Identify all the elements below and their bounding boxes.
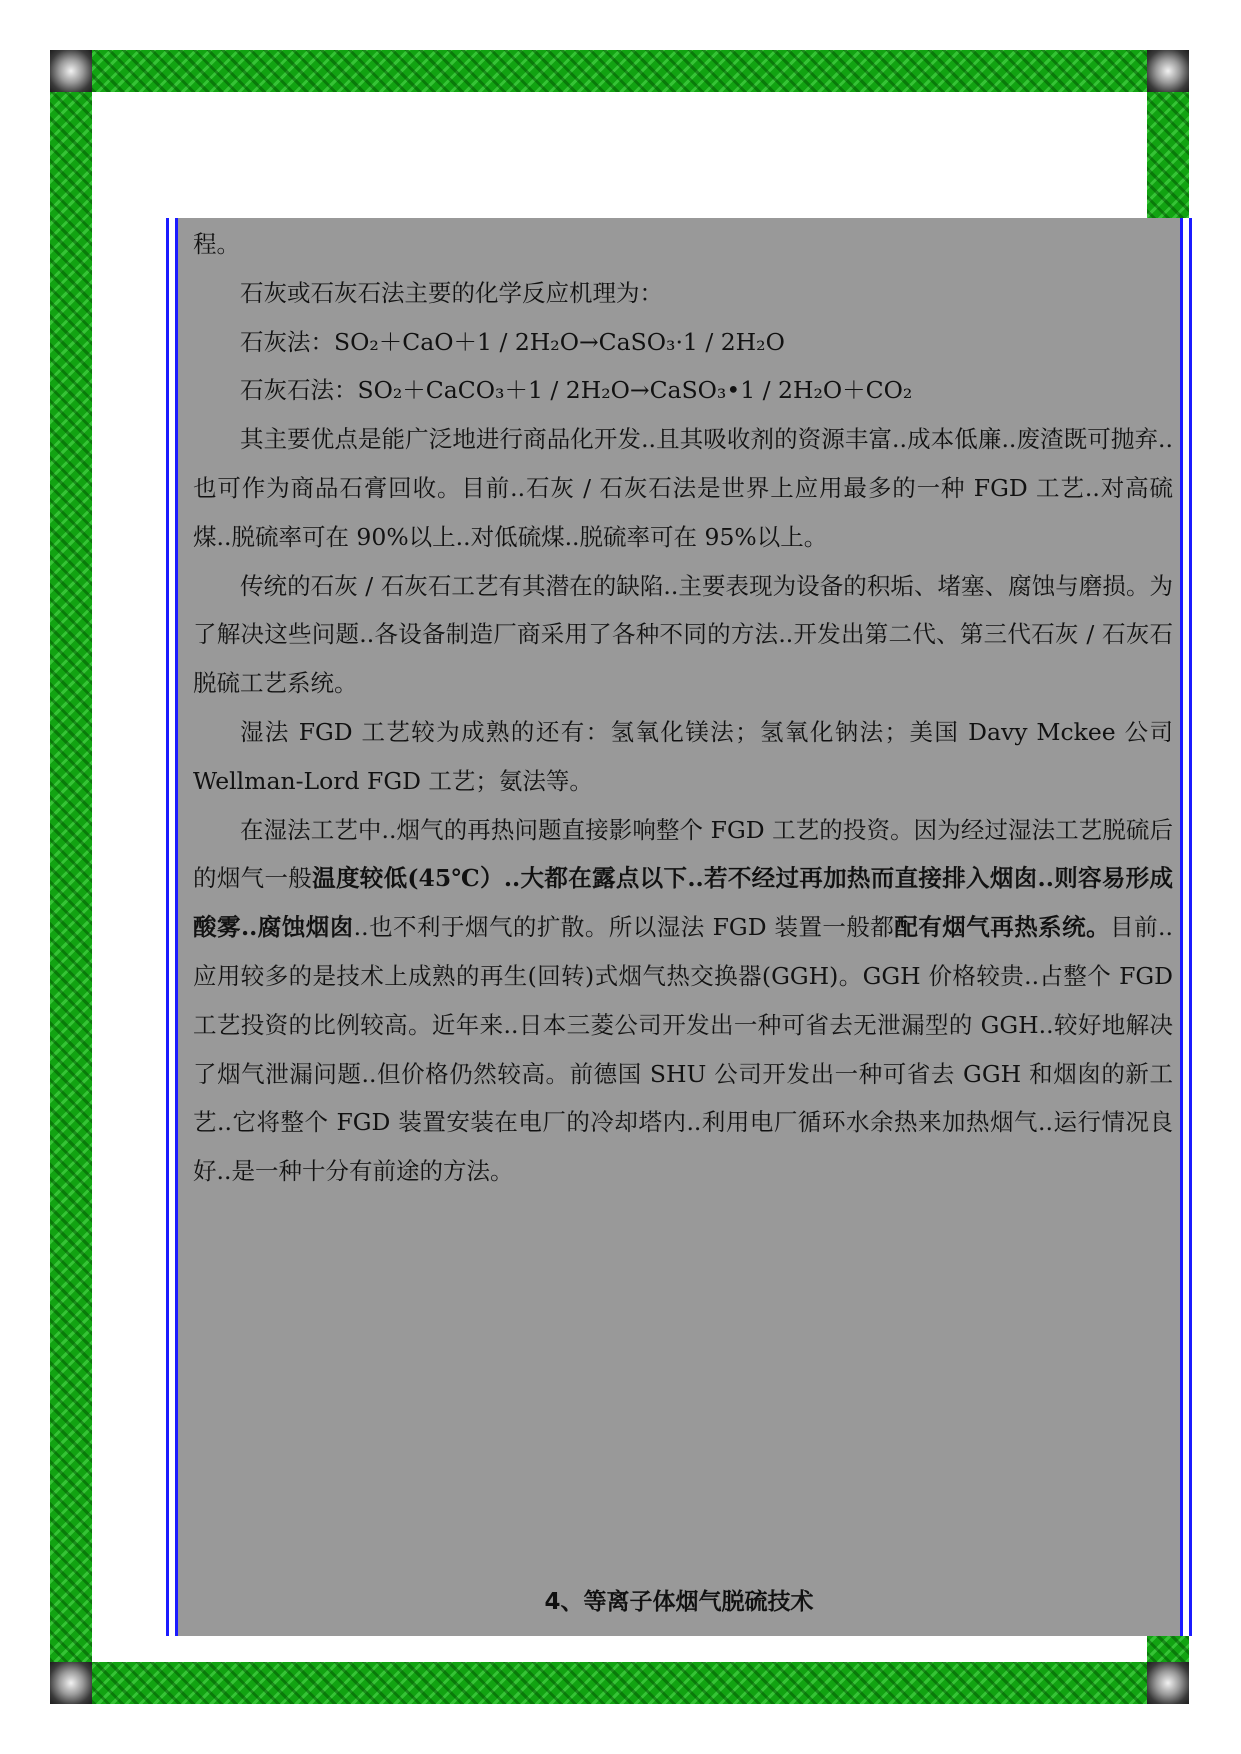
equation-lime: [193, 318, 1173, 367]
content-panel: [166, 218, 1192, 1636]
corner-ornament: [50, 1662, 92, 1704]
text-run: 石灰法：SO₂＋CaO＋1 / 2H₂O→CaSO₃·1 / 2H₂O: [240, 327, 785, 356]
section-heading: 4、等离子体烟气脱硫技术: [544, 1589, 814, 1615]
bold-text-run: 配有烟气再热系统。: [894, 913, 1111, 942]
page-sheet: [92, 92, 1173, 1662]
paragraph: [193, 806, 1173, 1196]
paragraph: [193, 415, 1173, 561]
text-run: 程。: [193, 230, 240, 258]
text-run: 传统的石灰 / 石灰石工艺有其潜在的缺陷..主要表现为设备的积垢、堵塞、腐蚀与磨损。为了解决这些问题..各设备制造厂商采用了各种不同的方法..开发出第二代、第三代石灰 / 石灰石脱硫工艺系统。: [193, 571, 1173, 698]
paragraph: [193, 220, 1173, 269]
corner-ornament: [1147, 1662, 1189, 1704]
corner-ornament: [50, 50, 92, 92]
text-run: 湿法 FGD 工艺较为成熟的还有：氢氧化镁法；氢氧化钠法；美国 Davy Mckee 公司 Wellman-Lord FGD 工艺；氨法等。: [193, 717, 1173, 795]
paragraph: [193, 562, 1173, 708]
text-run: 石灰石法：SO₂＋CaCO₃＋1 / 2H₂O→CaSO₃•1 / 2H₂O＋CO₂: [240, 376, 913, 405]
bold-text-run: 温度较低(45℃）..大都在露点以下..若不经过再加热而直接排入烟囱..则容易形成酸雾..腐蚀烟囱: [193, 864, 1173, 942]
body-text: [193, 220, 1173, 1196]
text-run: 在湿法工艺中..烟气的再热问题直接影响整个 FGD 工艺的投资。因为经过湿法工艺脱硫后的烟气一般: [193, 815, 1173, 893]
decorative-page-border: [50, 50, 1189, 1704]
paragraph: [193, 708, 1173, 806]
corner-ornament: [1147, 50, 1189, 92]
text-run: ..也不利于烟气的扩散。所以湿法 FGD 装置一般都: [353, 913, 895, 942]
equation-limestone: [193, 366, 1173, 415]
text-run: 其主要优点是能广泛地进行商品化开发..且其吸收剂的资源丰富..成本低廉..废渣既可抛弃..也可作为商品石膏回收。目前..石灰 / 石灰石法是世界上应用最多的一种 FGD 工艺..对高硫煤..脱硫率可在 90%以上..对低硫煤..脱硫率可在 95%以上。: [193, 425, 1173, 551]
text-run: 目前..应用较多的是技术上成熟的再生(回转)式烟气热交换器(GGH)。GGH 价格较贵..占整个 FGD 工艺投资的比例较高。近年来..日本三菱公司开发出一种可省去无泄漏型的 GGH..较好地解决了烟气泄漏问题..但价格仍然较高。前德国 SHU 公司开发出一种可省去 GGH 和烟囱的新工艺..它将整个 FGD 装置安装在电厂的冷却塔内..利用电厂循环水余热来加热烟气..运行情况良好..是一种十分有前途的方法。: [193, 913, 1173, 1186]
paragraph: [193, 269, 1173, 318]
text-run: 石灰或石灰石法主要的化学反应机理为：: [240, 278, 663, 307]
